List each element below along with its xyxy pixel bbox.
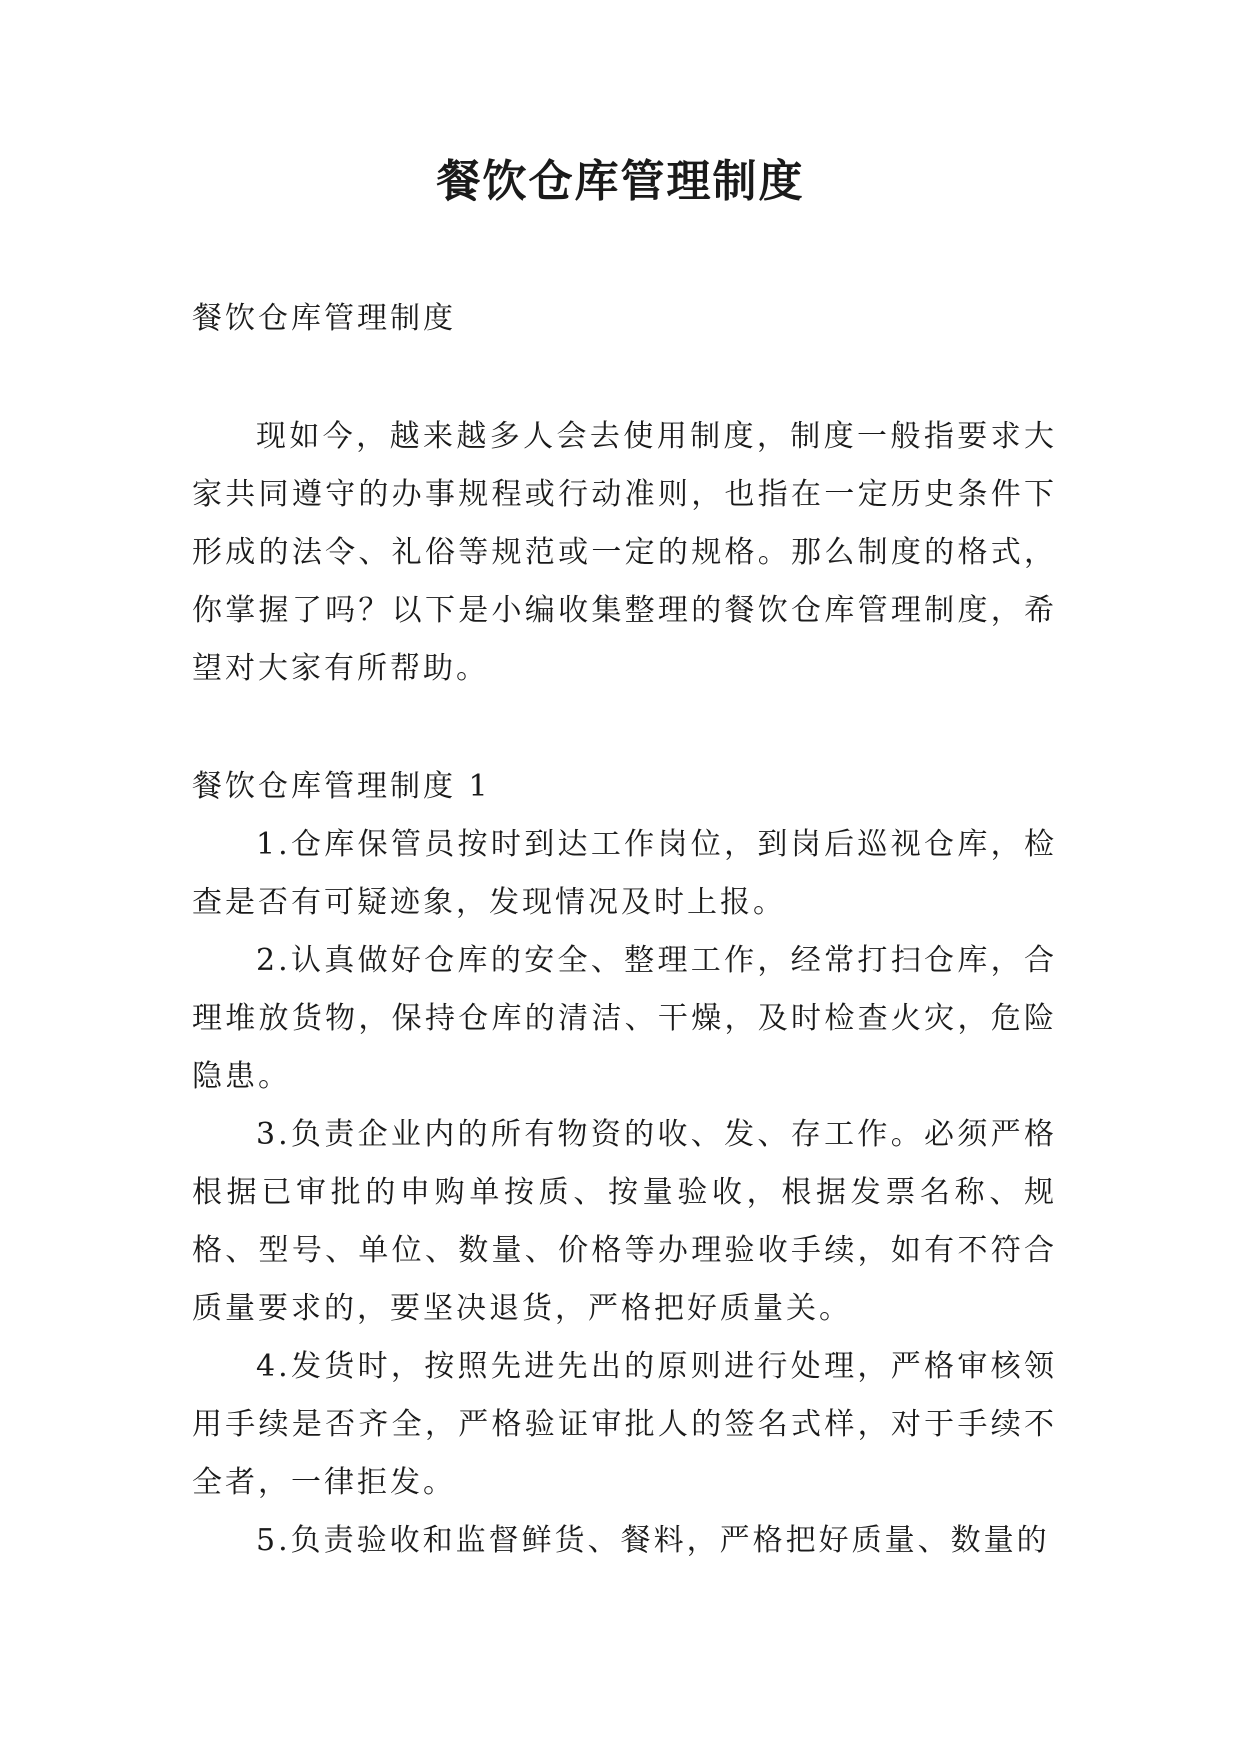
list-item: 2.认真做好仓库的安全、整理工作，经常打扫仓库，合理堆放货物，保持仓库的清洁、干燥，及时检查火灾，危险隐患。 (192, 943, 1057, 1094)
list-item: 3.负责企业内的所有物资的收、发、存工作。必须严格根据已审批的申购单按质、按量验收，根据发票名称、规格、型号、单位、数量、价格等办理验收手续，如有不符合质量要求的，要坚决退货，严格把好质量关。 (192, 1117, 1057, 1326)
document-body (192, 290, 1057, 1570)
list-item: 5.负责验收和监督鲜货、餐料，严格把好质量、数量的 (256, 1523, 1050, 1558)
intro-paragraph: 现如今，越来越多人会去使用制度，制度一般指要求大家共同遵守的办事规程或行动准则，也指在一定历史条件下形成的法令、礼俗等规范或一定的规格。那么制度的格式，你掌握了吗？以下是小编收集整理的餐饮仓库管理制度，希望对大家有所帮助。 (192, 419, 1057, 686)
list-item: 1.仓库保管员按时到达工作岗位，到岗后巡视仓库，检查是否有可疑迹象，发现情况及时上报。 (192, 827, 1057, 920)
list-item: 4.发货时，按照先进先出的原则进行处理，严格审核领用手续是否齐全，严格验证审批人的签名式样，对于手续不全者，一律拒发。 (192, 1349, 1057, 1500)
document-title: 餐饮仓库管理制度 (436, 156, 805, 207)
section-heading: 餐饮仓库管理制度 1 (192, 769, 491, 804)
document-subtitle: 餐饮仓库管理制度 (192, 301, 456, 336)
